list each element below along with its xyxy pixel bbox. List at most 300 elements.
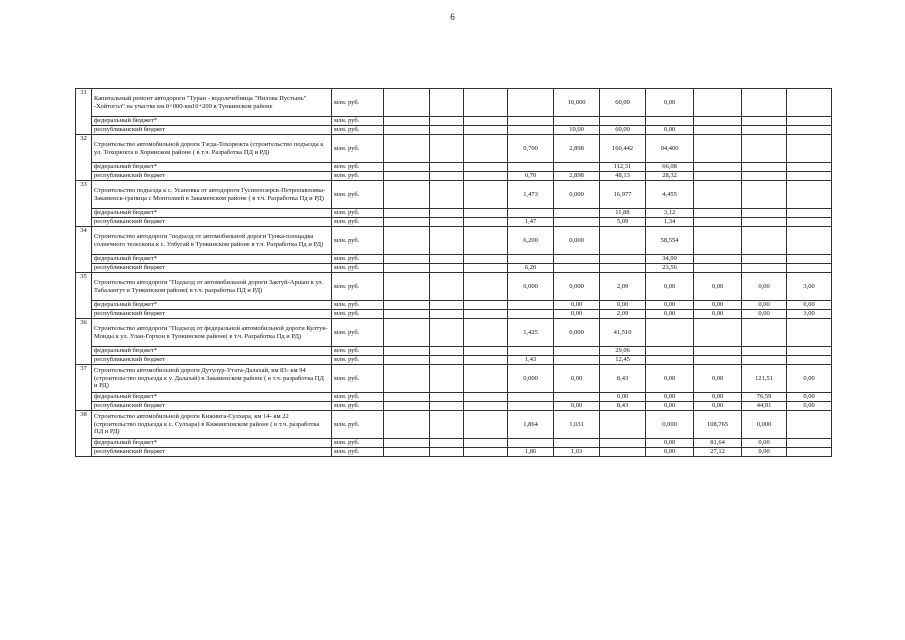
budget-subrow [76,255,832,264]
project-number: 36 [76,319,92,365]
value-cell [464,319,508,347]
unit-cell: млн. руб. [332,356,384,365]
value-cell [742,89,787,117]
value-cell [742,319,787,347]
value-cell [694,255,742,264]
budget-subrow [76,347,832,356]
value-cell: 1,473 [508,181,554,209]
value-cell: 0,00 [787,301,832,310]
budget-subrow [76,402,832,411]
budget-subrow [76,172,832,181]
project-name: Строительство автомобильной дороги Кижинга-Сулхара, км 14- км 22 (строительство подъезда к с. Сулхара) в Кижингинском районе ( в т.ч. разработка ПД и РД) [92,411,332,439]
value-cell [694,135,742,163]
value-cell: 0,000 [554,273,600,301]
project-row [76,319,832,347]
value-cell [384,218,430,227]
value-cell [430,89,464,117]
value-cell: 0,00 [646,89,694,117]
project-name: Капитальный ремонт автодороги "Туран - водолечебница "Нилова Пустынь" -Хойтогол" на участке км 0+000-км10+200 в Тункинском районе [92,89,332,117]
value-cell: 0,00 [694,273,742,301]
value-cell [464,163,508,172]
value-cell [694,319,742,347]
project-name: Строительство автомобильной дороги Тэгда-Тохорюкта (строительство подъезда к ул. Тохорюкта в Хоринском районе ( в т.ч. Разработка ПД и РД) [92,135,332,163]
project-number: 31 [76,89,92,135]
budget-source: федеральный бюджет* [92,393,332,402]
value-cell [787,218,832,227]
value-cell: 41,510 [600,319,646,347]
unit-cell: млн. руб. [332,439,384,448]
value-cell: 3,12 [646,209,694,218]
value-cell [384,181,430,209]
value-cell [646,117,694,126]
value-cell: 1,031 [554,411,600,439]
budget-source: республиканский бюджет [92,356,332,365]
value-cell [464,356,508,365]
value-cell [430,365,464,393]
value-cell [742,181,787,209]
value-cell [787,126,832,135]
value-cell [508,126,554,135]
value-cell [384,365,430,393]
budget-subrow [76,163,832,172]
value-cell [787,347,832,356]
project-name: Строительство автомобильной дороги Дутулур-Утата-Далахай, км 83- км 94 (строительство подъезда к у. Далахай) в Закаменском районе ( в т.ч. разработка ПД и РД) [92,365,332,393]
value-cell [384,117,430,126]
value-cell: 0,00 [646,301,694,310]
value-cell [384,273,430,301]
unit-cell: млн. руб. [332,209,384,218]
budget-source: федеральный бюджет* [92,439,332,448]
value-cell [554,163,600,172]
value-cell: 8,43 [600,402,646,411]
budget-source: республиканский бюджет [92,310,332,319]
value-cell [464,135,508,163]
value-cell [384,310,430,319]
value-cell [554,439,600,448]
project-row [76,273,832,301]
value-cell [508,347,554,356]
value-cell [787,172,832,181]
budget-source: республиканский бюджет [92,218,332,227]
value-cell: 3,00 [787,273,832,301]
value-cell: 0,000 [742,411,787,439]
value-cell: 0,00 [646,126,694,135]
value-cell: 0,00 [787,365,832,393]
value-cell [694,347,742,356]
value-cell [508,402,554,411]
value-cell [554,264,600,273]
budget-subrow [76,218,832,227]
value-cell [694,218,742,227]
value-cell: 0,00 [694,310,742,319]
value-cell [554,218,600,227]
value-cell [646,319,694,347]
value-cell: 11,88 [600,209,646,218]
budget-source: федеральный бюджет* [92,301,332,310]
value-cell: 6,20 [508,264,554,273]
project-number: 38 [76,411,92,457]
value-cell: 0,00 [646,393,694,402]
value-cell [787,209,832,218]
value-cell: 0,00 [742,310,787,319]
project-number: 32 [76,135,92,181]
value-cell: 1,03 [554,448,600,457]
value-cell: 23,56 [646,264,694,273]
value-cell [508,393,554,402]
value-cell [600,117,646,126]
value-cell [742,227,787,255]
value-cell: 27,12 [694,448,742,457]
value-cell [384,356,430,365]
value-cell [787,264,832,273]
value-cell [600,448,646,457]
value-cell [694,172,742,181]
budget-subrow [76,393,832,402]
value-cell [508,255,554,264]
value-cell: 0,00 [554,310,600,319]
value-cell [464,310,508,319]
budget-source: федеральный бюджет* [92,347,332,356]
value-cell: 112,31 [600,163,646,172]
value-cell [384,301,430,310]
value-cell [742,264,787,273]
unit-cell: млн. руб. [332,365,384,393]
unit-cell: млн. руб. [332,181,384,209]
project-row [76,89,832,117]
value-cell [646,356,694,365]
value-cell [430,255,464,264]
value-cell: 0,00 [694,365,742,393]
budget-subrow [76,126,832,135]
value-cell: 0,00 [742,439,787,448]
value-cell: 1,43 [508,356,554,365]
value-cell: 2,09 [600,273,646,301]
value-cell: 94,400 [646,135,694,163]
unit-cell: млн. руб. [332,172,384,181]
value-cell: 121,51 [742,365,787,393]
value-cell [430,402,464,411]
unit-cell: млн. руб. [332,301,384,310]
value-cell [554,255,600,264]
value-cell [554,393,600,402]
unit-cell: млн. руб. [332,411,384,439]
value-cell: 5,09 [600,218,646,227]
value-cell [464,117,508,126]
value-cell [430,172,464,181]
value-cell: 0,00 [554,301,600,310]
value-cell: 1,47 [508,218,554,227]
value-cell [508,89,554,117]
value-cell: 1,34 [646,218,694,227]
value-cell: 0,00 [742,448,787,457]
value-cell [384,255,430,264]
budget-table [75,88,832,457]
value-cell [464,255,508,264]
budget-subrow [76,117,832,126]
value-cell: 0,00 [742,273,787,301]
value-cell [430,218,464,227]
value-cell [787,117,832,126]
value-cell [787,227,832,255]
value-cell [787,255,832,264]
project-row [76,135,832,163]
value-cell: 108,765 [694,411,742,439]
value-cell [430,448,464,457]
budget-source: республиканский бюджет [92,172,332,181]
value-cell [384,393,430,402]
value-cell: 0,00 [694,402,742,411]
value-cell: 60,00 [600,126,646,135]
value-cell [384,319,430,347]
project-number: 34 [76,227,92,273]
value-cell [384,347,430,356]
project-number: 37 [76,365,92,411]
value-cell [742,218,787,227]
project-name: Строительство подъезда к с. Усановка от автодороги Гусиноозерск-Петропавловка-Закаменск-граница с Монголией в Закаменском районе ( в т.ч. Разработка Пд и РД) [92,181,332,209]
budget-source: республиканский бюджет [92,126,332,135]
unit-cell: млн. руб. [332,393,384,402]
project-row [76,411,832,439]
value-cell: 0,00 [646,365,694,393]
value-cell [464,218,508,227]
value-cell [464,89,508,117]
value-cell [646,347,694,356]
budget-source: республиканский бюджет [92,448,332,457]
value-cell [742,356,787,365]
value-cell [430,310,464,319]
value-cell [508,439,554,448]
value-cell: 3,00 [787,310,832,319]
value-cell [742,209,787,218]
unit-cell: млн. руб. [332,117,384,126]
value-cell: 2,898 [554,172,600,181]
value-cell [430,273,464,301]
value-cell [430,227,464,255]
value-cell [787,89,832,117]
unit-cell: млн. руб. [332,255,384,264]
budget-subrow [76,356,832,365]
value-cell [787,135,832,163]
value-cell [787,448,832,457]
value-cell [787,356,832,365]
project-row [76,181,832,209]
value-cell [694,181,742,209]
value-cell: 28,32 [646,172,694,181]
budget-subrow [76,448,832,457]
value-cell [554,347,600,356]
value-cell [742,117,787,126]
value-cell [464,264,508,273]
value-cell [742,347,787,356]
value-cell: 4,455 [646,181,694,209]
value-cell [464,209,508,218]
value-cell [694,356,742,365]
value-cell: 0,00 [554,365,600,393]
unit-cell: млн. руб. [332,273,384,301]
value-cell [787,181,832,209]
unit-cell: млн. руб. [332,227,384,255]
unit-cell: млн. руб. [332,402,384,411]
value-cell [430,301,464,310]
value-cell: 81,64 [694,439,742,448]
value-cell: 1,425 [508,319,554,347]
value-cell [787,411,832,439]
value-cell: 8,43 [600,365,646,393]
value-cell [430,209,464,218]
value-cell: 48,13 [600,172,646,181]
value-cell [464,172,508,181]
value-cell [384,209,430,218]
value-cell [742,255,787,264]
budget-subrow [76,310,832,319]
project-name: Строительство автодороги "Подъезд от автомобильной дороги Зактуй-Аршан к ул. Табалангут в Тункинском районе( в т.ч. разработка ПД и РД) [92,273,332,301]
value-cell [600,255,646,264]
project-name: Строительство автодороги "Подъезд от федеральной автомобильной дороги Култук-Монды к ул. Улан-Горхон в Тункинском районе( в т.ч. Разработка Пд и РД) [92,319,332,347]
value-cell: 6,200 [508,227,554,255]
value-cell [742,172,787,181]
value-cell [464,181,508,209]
value-cell [384,402,430,411]
value-cell [464,227,508,255]
value-cell [430,319,464,347]
value-cell [742,163,787,172]
value-cell [508,117,554,126]
value-cell [787,319,832,347]
value-cell: 0,00 [742,301,787,310]
value-cell [694,163,742,172]
value-cell [508,209,554,218]
value-cell [464,448,508,457]
value-cell [384,227,430,255]
value-cell [508,301,554,310]
value-cell [384,126,430,135]
value-cell [464,402,508,411]
unit-cell: млн. руб. [332,163,384,172]
value-cell: 0,000 [554,181,600,209]
value-cell: 0,00 [646,439,694,448]
unit-cell: млн. руб. [332,126,384,135]
budget-source: федеральный бюджет* [92,209,332,218]
value-cell: 0,000 [508,273,554,301]
value-cell: 10,000 [554,89,600,117]
project-name: Строительство автодороги "подъезд от автомобильной дороги Тунка-площадка солнечного телескопа к с. Улбугай в Тункинском районе в т.ч. Разработка Пд и РД) [92,227,332,255]
value-cell: 0,00 [646,448,694,457]
unit-cell: млн. руб. [332,218,384,227]
value-cell: 0,00 [787,393,832,402]
value-cell [508,310,554,319]
project-row [76,365,832,393]
value-cell [384,172,430,181]
value-cell [694,209,742,218]
value-cell [464,439,508,448]
value-cell: 2,898 [554,135,600,163]
value-cell [384,89,430,117]
value-cell [384,411,430,439]
value-cell [600,411,646,439]
budget-subrow [76,439,832,448]
budget-subrow [76,301,832,310]
value-cell: 29,06 [600,347,646,356]
value-cell [384,448,430,457]
value-cell [430,347,464,356]
value-cell [384,135,430,163]
budget-source: федеральный бюджет* [92,117,332,126]
value-cell: 0,000 [554,227,600,255]
unit-cell: млн. руб. [332,347,384,356]
value-cell [508,163,554,172]
value-cell [600,264,646,273]
project-number: 35 [76,273,92,319]
value-cell [430,439,464,448]
value-cell [430,126,464,135]
value-cell [464,126,508,135]
value-cell [600,227,646,255]
value-cell: 2,09 [600,310,646,319]
project-number: 33 [76,181,92,227]
budget-source: республиканский бюджет [92,402,332,411]
value-cell: 0,00 [646,273,694,301]
value-cell: 0,00 [646,402,694,411]
value-cell [694,89,742,117]
page-number: 6 [450,12,455,22]
unit-cell: млн. руб. [332,264,384,273]
value-cell [554,209,600,218]
value-cell: 0,00 [787,402,832,411]
value-cell [384,163,430,172]
value-cell [554,117,600,126]
value-cell: 0,00 [646,310,694,319]
value-cell [694,227,742,255]
value-cell [787,163,832,172]
value-cell [554,356,600,365]
value-cell [742,126,787,135]
value-cell [464,411,508,439]
value-cell: 76,59 [742,393,787,402]
budget-source: республиканский бюджет [92,264,332,273]
value-cell: 0,00 [554,402,600,411]
value-cell: 66,08 [646,163,694,172]
budget-source: федеральный бюджет* [92,163,332,172]
value-cell: 34,99 [646,255,694,264]
value-cell [430,163,464,172]
value-cell [694,126,742,135]
value-cell [430,411,464,439]
value-cell [464,301,508,310]
value-cell: 0,70 [508,172,554,181]
value-cell [464,347,508,356]
value-cell [464,393,508,402]
value-cell: 0,00 [694,393,742,402]
value-cell [694,264,742,273]
value-cell [787,439,832,448]
unit-cell: млн. руб. [332,89,384,117]
value-cell: 0,00 [600,393,646,402]
value-cell [430,264,464,273]
value-cell: 12,45 [600,356,646,365]
unit-cell: млн. руб. [332,319,384,347]
value-cell: 44,91 [742,402,787,411]
value-cell: 0,000 [554,319,600,347]
value-cell: 10,00 [554,126,600,135]
value-cell: 160,442 [600,135,646,163]
value-cell [384,264,430,273]
value-cell: 60,00 [600,89,646,117]
value-cell: 16,977 [600,181,646,209]
unit-cell: млн. руб. [332,448,384,457]
value-cell [384,439,430,448]
value-cell: 0,00 [600,301,646,310]
value-cell [600,439,646,448]
